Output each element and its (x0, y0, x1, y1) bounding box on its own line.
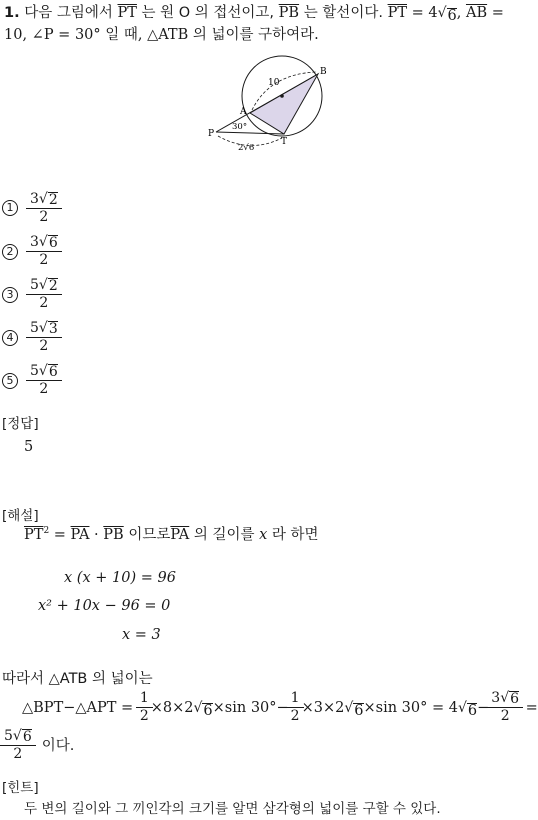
problem-line-1: 1. 다음 그림에서 $\overline{PT}$ 는 원 O 의 접선이고, $\overline{PB}$ 는 할선이다. $\overline{PT} = 4$ √ 6 , $\overline{AB}$ = (4, 2, 504, 24)
fig-label-2root6: 2√6 (238, 143, 255, 153)
area-calculation: △BPT−△APT = $\frac{1}{2}$ ×8×2 √ 6 ×sin 30°− $\frac{1}{2}$ ×3×2 √ 6 ×sin 30° = 4 √ 6 − 3 √ 6 2 = (22, 690, 538, 724)
fig-label-p: P (208, 129, 215, 139)
option-list (2, 186, 60, 402)
segment-pt: $\overline{PT}$ (117, 5, 137, 21)
fig-label-t: T (281, 137, 288, 147)
problem-text-c: 는 할선이다. (303, 5, 383, 21)
option-fraction: 5 √ 3 2 (28, 320, 60, 355)
hint-text: 두 변의 길이와 그 끼인각의 크기를 알면 삼각형의 넓이를 구할 수 있다. (24, 801, 441, 817)
problem-line-2 (4, 24, 319, 46)
option-fraction: 3 √ 2 2 (28, 191, 60, 226)
solution-line-1: $\overline{PT}^2 = \overline{PA} \cdot \overline{PB}$ 이므로$\overline{PA}$ 의 길이를 x 라 하면 (24, 526, 319, 543)
final-result: 5 √ 6 2 이다. (2, 728, 74, 763)
option-marker: 1 (2, 200, 18, 216)
option-fraction: 5 √ 6 2 (28, 363, 60, 398)
fig-label-10: 10 (268, 78, 280, 88)
equation-1: x (x + 10) = 96 (64, 570, 176, 586)
option-marker: 3 (2, 287, 18, 303)
triangle-atb (250, 74, 318, 134)
hint-header: [힌트] (2, 780, 39, 796)
problem-text-b: 는 원 O 의 접선이고, (141, 5, 275, 21)
solution-header: [해설] (2, 508, 39, 524)
problem-number: 1. (4, 5, 20, 21)
segment-pt-2: $\overline{PT}$ (387, 5, 407, 21)
problem-text-a: 다음 그림에서 (24, 5, 113, 21)
conclusion-text: 따라서 △ATB 의 넓이는 (2, 671, 153, 687)
fig-label-a: A (240, 107, 247, 117)
option-fraction: 3 √ 6 2 (28, 234, 60, 269)
segment-pb: $\overline{PB}$ (278, 5, 300, 21)
answer-value: 5 (24, 439, 34, 455)
option-5[interactable] (2, 359, 60, 402)
answer-header: [정답] (2, 416, 39, 432)
equation-3: x = 3 (122, 627, 161, 643)
geometry-figure (200, 58, 340, 158)
option-3[interactable] (2, 273, 60, 316)
option-marker: 2 (2, 244, 18, 260)
option-1[interactable] (2, 186, 60, 230)
fig-label-30: 30° (232, 122, 248, 132)
center-o (280, 94, 284, 98)
problem-text-line2: 10, ∠P = 30° 일 때, △ATB 의 넓이를 구하여라. (4, 27, 319, 43)
pt-value: = 4 (411, 5, 438, 21)
segment-ab: $\overline{AB}$ (465, 5, 488, 21)
sqrt-6: √ 6 (437, 5, 457, 24)
option-marker: 4 (2, 330, 18, 346)
equation-2: x² + 10x − 96 = 0 (38, 598, 171, 614)
option-marker: 5 (2, 373, 18, 389)
tangent-pt (216, 132, 284, 134)
option-fraction: 5 √ 2 2 (28, 277, 60, 312)
fig-label-b: B (320, 67, 327, 77)
option-2[interactable] (2, 230, 60, 273)
option-4[interactable] (2, 316, 60, 359)
ab-eq: = (491, 5, 504, 21)
